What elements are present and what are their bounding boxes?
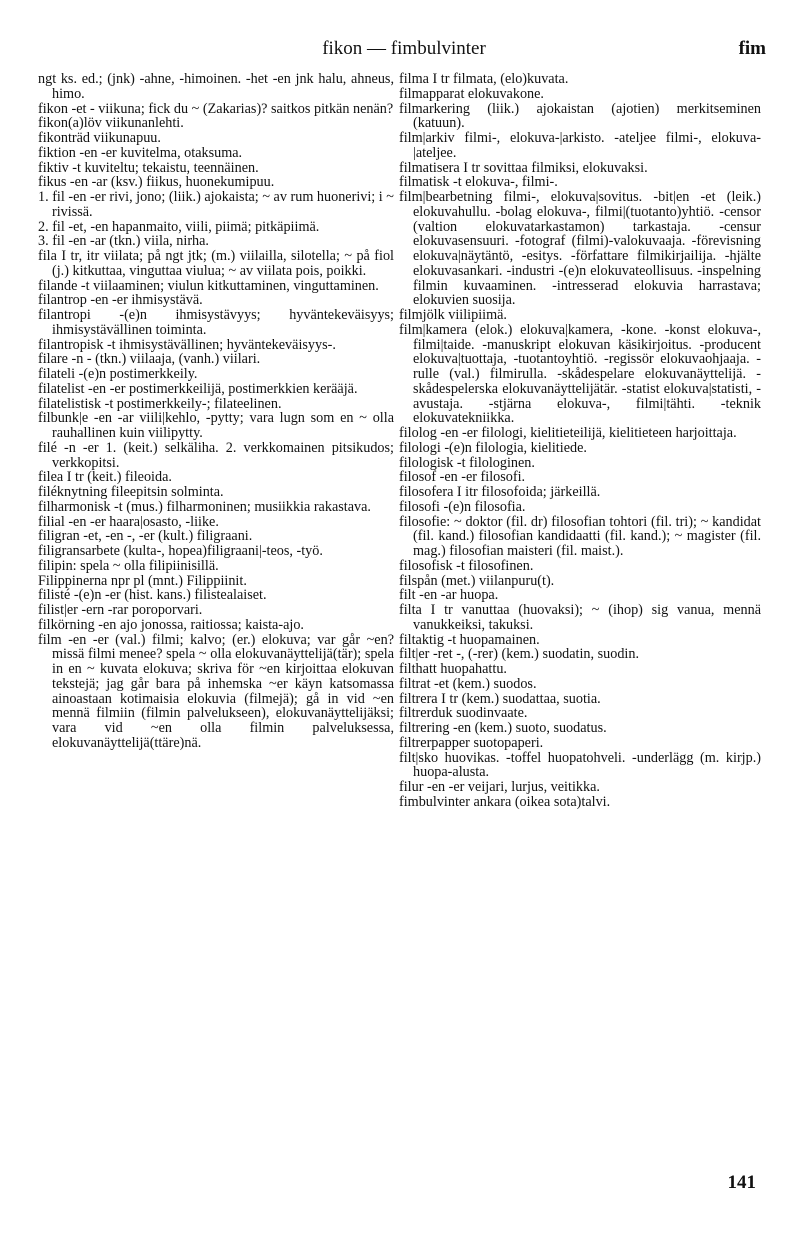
dictionary-entry: filta I tr vanuttaa (huovaksi); ~ (ihop) sig vanua, mennä vanukkeiksi, takuksi. [399, 602, 761, 633]
dictionary-entry: filéknytning fileepitsin solminta. [38, 484, 224, 500]
dictionary-entry: filt|sko huovikas. -toffel huopatohveli. -underlägg (m. kirjp.) huopa-alusta. [399, 749, 761, 781]
dictionary-entry: filist|er -ern -rar poroporvari. [38, 602, 203, 618]
dictionary-entry: film|arkiv filmi-, elokuva-|arkisto. -ateljee filmi-, elokuva-|ateljee. [399, 130, 761, 161]
dictionary-entry: filipin: spela ~ olla filipiinisillä. [38, 557, 219, 574]
dictionary-entry: filkörning -en ajo jonossa, raitiossa; kaista-ajo. [38, 616, 304, 633]
dictionary-entry: ngt ks. ed.; (jnk) -ahne, -himoinen. -het -en jnk halu, ahneus, himo. [38, 71, 394, 102]
dictionary-entry: fila I tr, itr viilata; på ngt jtk; (m.) viilailla, silotella; ~ på fiol (j.) kitkuttaa, vinguttaa viulua; ~ av viilata pois, poikki. [38, 248, 394, 279]
dictionary-entry: filosof -en -er filosofi. [399, 469, 526, 486]
dictionary-entry: filtrat -et (kem.) suodos. [399, 675, 537, 692]
dictionary-entry: filantrop -en -er ihmisystävä. [38, 292, 203, 309]
dictionary-entry: filt -en -ar huopa. [399, 587, 499, 604]
dictionary-entry: filea I tr (keit.) fileoida. [38, 469, 172, 486]
dictionary-entry: fiktion -en -er kuvitelma, otaksuma. [38, 144, 243, 161]
dictionary-entry: filantropi -(e)n ihmisystävyys; hyväntekeväisyys; ihmisystävällinen toiminta. [38, 307, 394, 338]
left-column [38, 72, 394, 751]
page-header [0, 38, 808, 64]
dictionary-entry: filur -en -er veijari, lurjus, veitikka. [399, 779, 600, 795]
dictionary-entry: fikonträd viikunapuu. [38, 130, 161, 146]
dictionary-entry: filateli -(e)n postimerkkeily. [38, 366, 198, 382]
dictionary-entry: filé -n -er 1. (keit.) selkäliha. 2. verkkomainen pitsikudos; verkkopitsi. [38, 439, 394, 471]
page-title: fikon — fimbulvinter [322, 38, 486, 59]
dictionary-entry: filbunk|e -en -ar viili|kehlo, -pytty; vara lugn som en ~ olla rauhallinen kuin viilipytty. [38, 410, 394, 441]
dictionary-entry: filosofisk -t filosofinen. [399, 557, 534, 574]
dictionary-entry: filolog -en -er filologi, kielitieteilijä, kielitieteen harjoittaja. [399, 425, 737, 441]
dictionary-entry: fimbulvinter ankara (oikea sota)talvi. [399, 793, 611, 810]
dictionary-entry: 3. fil -en -ar (tkn.) viila, nirha. [38, 233, 209, 250]
dictionary-entry: film -en -er (val.) filmi; kalvo; (er.) elokuva; var går ~en? missä filmi menee? spela ~ olla elokuvanäyttelijä(tär); spela in en ~ kuvata elokuva; skriva för ~en kirjoittaa elokuvan tekstejä; jag går bara på inhemska ~er käyn katsomassa ainoastaan kotimaisia elokuvia (filmejä); gå in vid ~en mennä filmiin (filmin palvelukseen), elokuvanäyttelijäksi; vara vid ~en olla filmin palveluksessa, elokuvanäyttelijä(ttäre)nä. [38, 631, 394, 751]
dictionary-entry: filosofi -(e)n filosofia. [399, 498, 526, 515]
dictionary-entry: filologisk -t filologinen. [399, 454, 535, 471]
dictionary-entry: film|kamera (elok.) elokuva|kamera, -kone. -konst elokuva-, filmi|taide. -manuskript elokuvan käsikirjoitus. -producent elokuva|tuottaja, -tuotantoyhtiö. -regissör elokuvaohjaaja. -rulle (val.) filmirulla. -skådespelare elokuvanäyttelijä. -skådespelerska elokuvanäyttelijätär. -statist elokuva|statisti, -avustaja. -stjärna elokuva-, filmi|tähti. -teknik elokuvatekniikka. [399, 321, 761, 427]
dictionary-entry: filthatt huopahattu. [399, 661, 507, 677]
dictionary-entry: film|bearbetning filmi-, elokuva|sovitus. -bit|en -et (leik.) elokuvahullu. -bolag elokuva-, filmi|(tuotanto)yhtiö. -censor (valtion elokuvatarkastamon) tarkastaja. -censur elokuvasensuuri. -fotograf (filmi)-valokuvaaja. -förevisning elokuva|näytäntö, -esitys. -författare filmikirjailija. -hjälte elokuvasankari. -industri -(e)n elokuvateollisuus. -inspelning filmin kuvaaminen. -intresserad elokuvia harrastava; elokuvien suosija. [399, 189, 761, 309]
dictionary-entry: fikon -et - viikuna; fick du ~ (Zakarias)? saitkos pitkän nenän? [38, 100, 394, 117]
dictionary-entry: Filippinerna npr pl (mnt.) Filippiinit. [38, 572, 247, 589]
right-column [399, 72, 761, 810]
dictionary-entry: filigran -et, -en -, -er (kult.) filigraani. [38, 528, 253, 545]
dictionary-entry: filmapparat elokuvakone. [399, 85, 544, 102]
dictionary-entry: filtrera I tr (kem.) suodattaa, suotia. [399, 690, 601, 707]
dictionary-entry: filande -t viilaaminen; viulun kitkuttaminen, vinguttaminen. [38, 277, 379, 294]
dictionary-entry: filosofera I itr filosofoida; järkeillä. [399, 484, 601, 500]
dictionary-entry: filmatisk -t elokuva-, filmi-. [399, 174, 558, 191]
dictionary-entry: filharmonisk -t (mus.) filharmoninen; musiikkia rakastava. [38, 498, 371, 515]
dictionary-entry: 2. fil -et, -en hapanmaito, viili, piimä; pitkäpiimä. [38, 218, 320, 235]
guide-word: fim [738, 38, 766, 59]
dictionary-entry: filspån (met.) viilanpuru(t). [399, 572, 555, 589]
dictionary-entry: filigransarbete (kulta-, hopea)filigraani|-teos, -työ. [38, 543, 323, 559]
dictionary-entry: filologi -(e)n filologia, kielitiede. [399, 439, 587, 456]
dictionary-entry: fiktiv -t kuviteltu; tekaistu, teennäinen. [38, 159, 259, 176]
dictionary-entry: filmatisera I tr sovittaa filmiksi, elokuvaksi. [399, 159, 648, 176]
dictionary-entry: filatelistisk -t postimerkkeily-; filateelinen. [38, 395, 282, 412]
dictionary-entry: filtaktig -t huopamainen. [399, 631, 540, 648]
dictionary-entry: filisté -(e)n -er (hist. kans.) filistealaiset. [38, 587, 267, 604]
dictionary-entry: filatelist -en -er postimerkkeilijä, postimerkkien kerääjä. [38, 380, 358, 397]
dictionary-entry: filtrerpapper suotopaperi. [399, 734, 544, 751]
dictionary-entry: filantropisk -t ihmisystävällinen; hyväntekeväisyys-. [38, 336, 336, 353]
dictionary-entry: filma I tr filmata, (elo)kuvata. [399, 71, 569, 87]
page-number: 141 [727, 1172, 756, 1193]
dictionary-entry: filtrerduk suodinvaate. [399, 705, 528, 722]
dictionary-entry: filosofie: ~ doktor (fil. dr) filosofian tohtori (fil. tri); ~ kandidat (fil. kand.) filosofian kandidaatti (fil. kand.); ~ magister (fil. mag.) filosofian maisteri (fil. maist.). [399, 513, 761, 559]
dictionary-entry: filmarkering (liik.) ajokaistan (ajotien) merkitseminen (katuun). [399, 100, 761, 132]
dictionary-entry: filmjölk viilipiimä. [399, 307, 507, 323]
dictionary-entry: filtrering -en (kem.) suoto, suodatus. [399, 720, 607, 736]
dictionary-entry: filial -en -er haara|osasto, -liike. [38, 513, 219, 530]
dictionary-entry: filare -n - (tkn.) viilaaja, (vanh.) viilari. [38, 351, 261, 368]
dictionary-entry: filt|er -ret -, (-rer) (kem.) suodatin, suodin. [399, 646, 640, 663]
dictionary-entry: fikus -en -ar (ksv.) fiikus, huonekumipuu. [38, 174, 275, 191]
dictionary-entry: 1. fil -en -er rivi, jono; (liik.) ajokaista; ~ av rum huonerivi; i ~ rivissä. [38, 189, 394, 220]
dictionary-entry: fikon(a)löv viikunanlehti. [38, 115, 184, 132]
